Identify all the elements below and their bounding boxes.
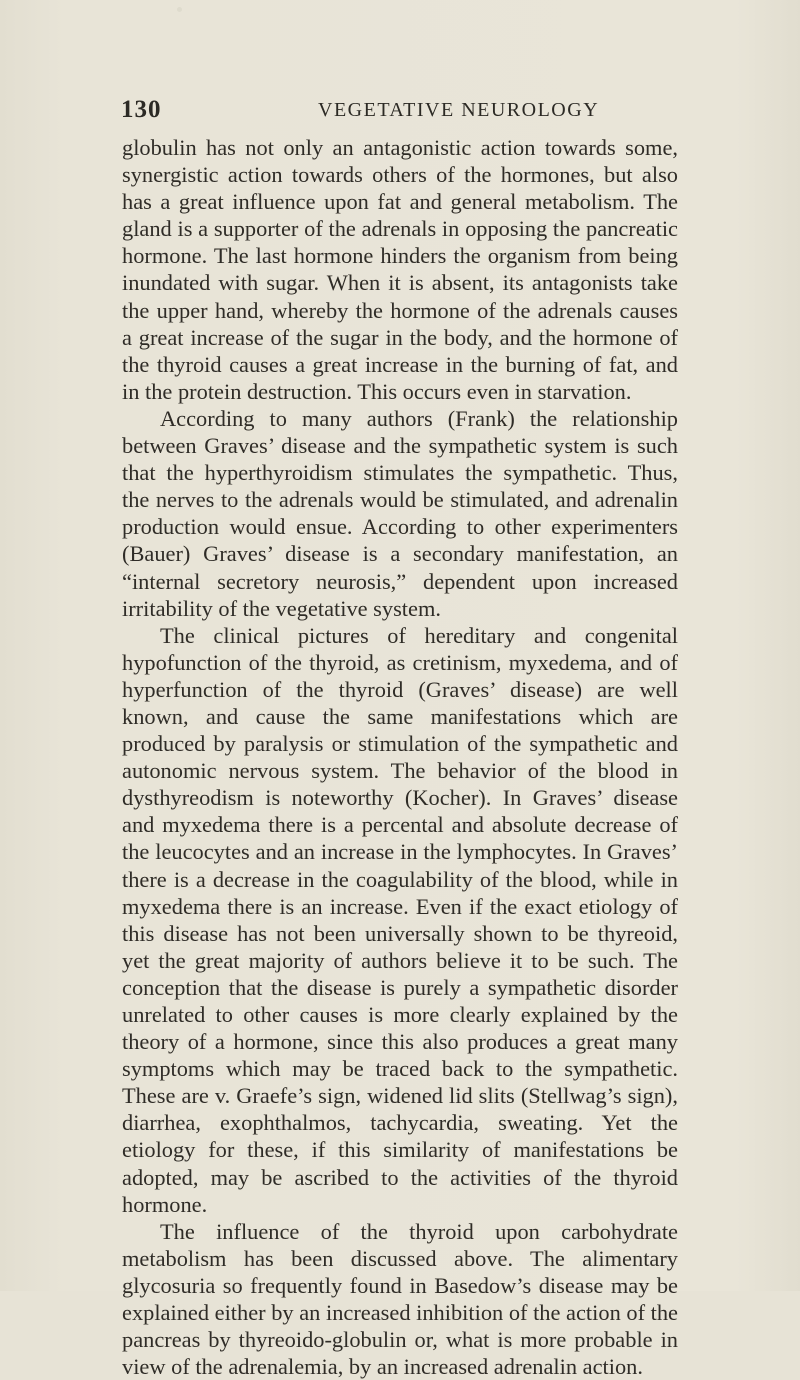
paragraph: According to many authors (Frank) the relationship between Graves’ disease and the sympathetic system is such that the hyperthyroidism stimulates the sympathetic. Thus, the nerves to the adrenals would be stimulated, and adrenalin production would ensue. According to other experimenters (Bauer) Graves’ disease is a secondary manifestation, an “internal secretory neurosis,” dependent upon increased irritability of the vegetative system. [122, 405, 678, 621]
body-text [122, 134, 678, 1380]
paragraph: The influence of the thyroid upon carbohydrate metabolism has been discussed above. The alimentary glycosuria so frequently found in Basedow’s disease may be explained either by an increased inhibition of the action of the pancreas by thyreoido-globulin or, what is more probable in view of the adrenalemia, by an increased adrenalin action. [122, 1218, 678, 1380]
page-number: 130 [121, 96, 162, 123]
paragraph: The clinical pictures of hereditary and congenital hypofunction of the thyroid, as cretinism, myxedema, and of hyperfunction of the thyroid (Graves’ disease) are well known, and cause the same manifestations which are produced by paralysis or stimulation of the sympathetic and autonomic nervous system. The behavior of the blood in dysthyreodism is noteworthy (Kocher). In Graves’ disease and myxedema there is a percental and absolute decrease of the leucocytes and an increase in the lymphocytes. In Graves’ there is a decrease in the coagulability of the blood, while in myxedema there is an increase. Even if the exact etiology of this disease has not been universally shown to be thyreoid, yet the great majority of authors believe it to be such. The conception that the disease is purely a sympathetic disorder unrelated to other causes is more clearly explained by the theory of a hormone, since this also produces a great many symptoms which may be traced back to the sympathetic. These are v. Graefe’s sign, widened lid slits (Stellwag’s sign), diarrhea, exophthalmos, tachycardia, sweating. Yet the etiology for these, if this similarity of manifestations be adopted, may be ascribed to the activities of the thyroid hormone. [122, 622, 678, 1217]
paper-spot [177, 7, 182, 12]
running-title: VEGETATIVE NEUROLOGY [318, 99, 600, 121]
paragraph: globulin has not only an antagonistic action towards some, synergistic action towards others of the hormones, but also has a great influence upon fat and general metabolism. The gland is a supporter of the adrenals in opposing the pancreatic hormone. The last hormone hinders the organism from being inundated with sugar. When it is absent, its antagonists take the upper hand, whereby the hormone of the adrenals causes a great increase of the sugar in the body, and the hormone of the thyroid causes a great increase in the burning of fat, and in the protein destruction. This occurs even in starvation. [122, 135, 678, 404]
page-header [121, 96, 681, 126]
